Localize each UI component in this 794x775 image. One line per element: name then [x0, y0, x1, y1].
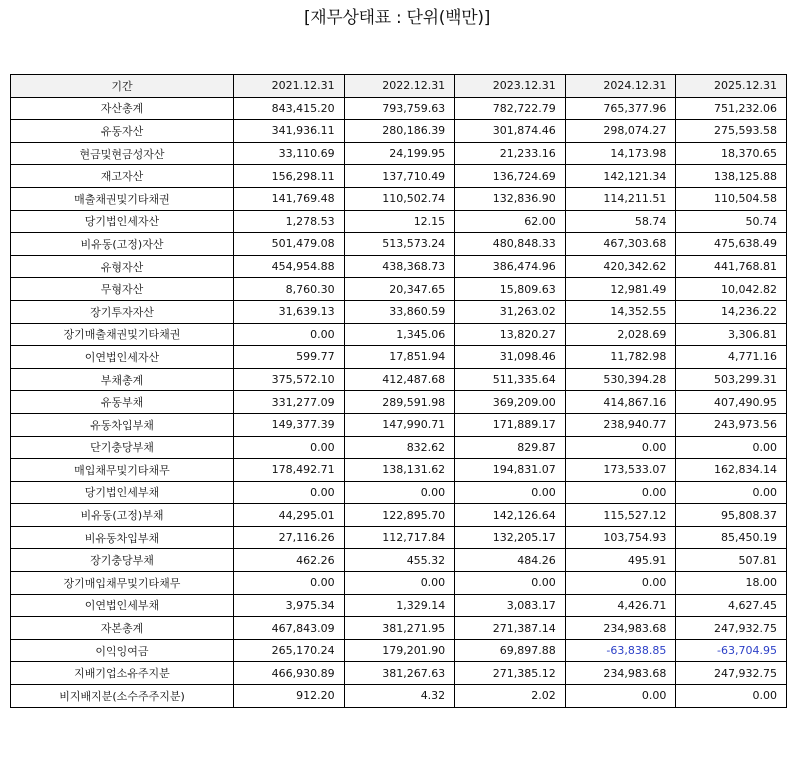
row-value-cell: 765,377.96: [565, 97, 676, 120]
row-value-cell: 507.81: [676, 549, 787, 572]
row-value-cell: 14,352.55: [565, 300, 676, 323]
row-value-cell: 142,121.34: [565, 165, 676, 188]
header-period-2022: 2022.12.31: [344, 75, 455, 98]
row-value-cell: 4,771.16: [676, 346, 787, 369]
row-value-cell: 173,533.07: [565, 459, 676, 482]
row-value-cell: 511,335.64: [455, 368, 566, 391]
table-row: [11, 278, 787, 301]
row-value-cell: 341,936.11: [234, 120, 345, 143]
table-row: [11, 97, 787, 120]
row-value-cell: 17,851.94: [344, 346, 455, 369]
row-value-cell: 1,278.53: [234, 210, 345, 233]
row-value-cell: 115,527.12: [565, 504, 676, 527]
row-label: 자본총계: [11, 617, 234, 640]
row-value-cell: 3,083.17: [455, 594, 566, 617]
row-value-cell: 12.15: [344, 210, 455, 233]
row-value-cell: 381,267.63: [344, 662, 455, 685]
table-row: [11, 481, 787, 504]
row-value-cell: 238,940.77: [565, 413, 676, 436]
row-value-cell: 110,502.74: [344, 187, 455, 210]
row-value-cell: 24,199.95: [344, 142, 455, 165]
row-value-cell: 114,211.51: [565, 187, 676, 210]
row-label: 이연법인세부채: [11, 594, 234, 617]
row-value-cell: 331,277.09: [234, 391, 345, 414]
row-label: 장기충당부채: [11, 549, 234, 572]
row-value-cell: 0.00: [234, 481, 345, 504]
row-value-cell: 4,627.45: [676, 594, 787, 617]
row-label: 유동부채: [11, 391, 234, 414]
row-value-cell: 44,295.01: [234, 504, 345, 527]
row-value-cell: 247,932.75: [676, 662, 787, 685]
row-value-cell: 438,368.73: [344, 255, 455, 278]
row-value-cell: 0.00: [676, 481, 787, 504]
row-label: 이연법인세자산: [11, 346, 234, 369]
row-value-cell: 142,126.64: [455, 504, 566, 527]
row-value-cell: 178,492.71: [234, 459, 345, 482]
row-label: 재고자산: [11, 165, 234, 188]
row-value-cell: 14,236.22: [676, 300, 787, 323]
row-value-cell: 0.00: [676, 685, 787, 708]
row-value-cell: 0.00: [234, 436, 345, 459]
row-value-cell: 31,639.13: [234, 300, 345, 323]
row-value-cell: 132,836.90: [455, 187, 566, 210]
row-value-cell: 247,932.75: [676, 617, 787, 640]
row-label: 매출채권및기타채권: [11, 187, 234, 210]
row-value-cell: 141,769.48: [234, 187, 345, 210]
row-value-cell: 0.00: [344, 572, 455, 595]
row-value-cell: 265,170.24: [234, 639, 345, 662]
row-value-cell: 484.26: [455, 549, 566, 572]
row-value-cell: 420,342.62: [565, 255, 676, 278]
table-row: [11, 639, 787, 662]
page-title: [재무상태표 : 단위(백만)]: [303, 8, 491, 28]
row-value-cell: 1,329.14: [344, 594, 455, 617]
row-value-cell: 132,205.17: [455, 526, 566, 549]
row-label: 현금및현금성자산: [11, 142, 234, 165]
row-value-cell: 0.00: [455, 481, 566, 504]
row-value-cell: 0.00: [234, 572, 345, 595]
row-value-cell: 0.00: [234, 323, 345, 346]
row-value-cell: 3,306.81: [676, 323, 787, 346]
row-value-cell: 69,897.88: [455, 639, 566, 662]
row-value-cell: 298,074.27: [565, 120, 676, 143]
row-value-cell: 13,820.27: [455, 323, 566, 346]
row-label: 비유동(고정)부채: [11, 504, 234, 527]
table-row: [11, 526, 787, 549]
row-value-cell: 275,593.58: [676, 120, 787, 143]
row-value-cell: 4,426.71: [565, 594, 676, 617]
row-value-cell: 530,394.28: [565, 368, 676, 391]
row-value-cell: 454,954.88: [234, 255, 345, 278]
table-body: [11, 97, 787, 707]
row-value-cell: 31,098.46: [455, 346, 566, 369]
row-value-cell: 2,028.69: [565, 323, 676, 346]
row-value-cell: 751,232.06: [676, 97, 787, 120]
row-value-cell: 495.91: [565, 549, 676, 572]
row-value-cell: 11,782.98: [565, 346, 676, 369]
row-value-cell: 4.32: [344, 685, 455, 708]
row-value-cell: 136,724.69: [455, 165, 566, 188]
row-value-cell: 513,573.24: [344, 233, 455, 256]
row-value-cell: 0.00: [565, 481, 676, 504]
row-value-cell: 467,843.09: [234, 617, 345, 640]
table-row: [11, 346, 787, 369]
row-label: 유동차입부채: [11, 413, 234, 436]
row-value-cell: 829.87: [455, 436, 566, 459]
row-value-cell: -63,838.85: [565, 639, 676, 662]
row-value-cell: 10,042.82: [676, 278, 787, 301]
row-label: 장기매입채무및기타채무: [11, 572, 234, 595]
row-value-cell: 793,759.63: [344, 97, 455, 120]
row-value-cell: 179,201.90: [344, 639, 455, 662]
row-label: 유동자산: [11, 120, 234, 143]
row-value-cell: 0.00: [676, 436, 787, 459]
row-value-cell: 95,808.37: [676, 504, 787, 527]
row-label: 비지배지분(소수주주지분): [11, 685, 234, 708]
row-value-cell: 50.74: [676, 210, 787, 233]
header-period-2025: 2025.12.31: [676, 75, 787, 98]
row-value-cell: 171,889.17: [455, 413, 566, 436]
row-value-cell: 2.02: [455, 685, 566, 708]
row-value-cell: 103,754.93: [565, 526, 676, 549]
row-value-cell: 412,487.68: [344, 368, 455, 391]
row-value-cell: 21,233.16: [455, 142, 566, 165]
row-label: 비유동차입부채: [11, 526, 234, 549]
row-value-cell: 503,299.31: [676, 368, 787, 391]
row-value-cell: 14,173.98: [565, 142, 676, 165]
row-value-cell: 138,125.88: [676, 165, 787, 188]
row-value-cell: 85,450.19: [676, 526, 787, 549]
row-label: 장기매출채권및기타채권: [11, 323, 234, 346]
row-value-cell: 122,895.70: [344, 504, 455, 527]
header-period-2024: 2024.12.31: [565, 75, 676, 98]
table-row: [11, 142, 787, 165]
row-value-cell: 156,298.11: [234, 165, 345, 188]
row-label: 단기충당부채: [11, 436, 234, 459]
row-value-cell: 234,983.68: [565, 617, 676, 640]
row-value-cell: 441,768.81: [676, 255, 787, 278]
row-value-cell: 467,303.68: [565, 233, 676, 256]
row-value-cell: 112,717.84: [344, 526, 455, 549]
row-label: 비유동(고정)자산: [11, 233, 234, 256]
header-period-label: 기간: [11, 75, 234, 98]
row-value-cell: 912.20: [234, 685, 345, 708]
row-value-cell: 0.00: [565, 572, 676, 595]
row-value-cell: 832.62: [344, 436, 455, 459]
row-value-cell: 137,710.49: [344, 165, 455, 188]
table-row: [11, 300, 787, 323]
row-value-cell: 12,981.49: [565, 278, 676, 301]
row-value-cell: 243,973.56: [676, 413, 787, 436]
row-value-cell: 194,831.07: [455, 459, 566, 482]
header-period-2023: 2023.12.31: [455, 75, 566, 98]
table-row: [11, 572, 787, 595]
row-value-cell: 18,370.65: [676, 142, 787, 165]
table-row: [11, 685, 787, 708]
row-value-cell: 18.00: [676, 572, 787, 595]
table-row: [11, 255, 787, 278]
row-value-cell: 0.00: [344, 481, 455, 504]
row-value-cell: 462.26: [234, 549, 345, 572]
row-label: 부채총계: [11, 368, 234, 391]
table-row: [11, 187, 787, 210]
table-row: [11, 413, 787, 436]
table-row: [11, 323, 787, 346]
financial-statement-table: [10, 74, 787, 708]
row-value-cell: 234,983.68: [565, 662, 676, 685]
table-row: [11, 368, 787, 391]
row-value-cell: 33,860.59: [344, 300, 455, 323]
row-label: 매입채무및기타채무: [11, 459, 234, 482]
row-value-cell: 599.77: [234, 346, 345, 369]
row-value-cell: 369,209.00: [455, 391, 566, 414]
row-value-cell: 0.00: [455, 572, 566, 595]
header-period-2021: 2021.12.31: [234, 75, 345, 98]
row-value-cell: 33,110.69: [234, 142, 345, 165]
table-row: [11, 120, 787, 143]
table-row: [11, 165, 787, 188]
row-value-cell: 301,874.46: [455, 120, 566, 143]
table-row: [11, 459, 787, 482]
row-value-cell: 480,848.33: [455, 233, 566, 256]
row-value-cell: 62.00: [455, 210, 566, 233]
row-label: 유형자산: [11, 255, 234, 278]
row-value-cell: 271,385.12: [455, 662, 566, 685]
row-value-cell: 386,474.96: [455, 255, 566, 278]
table-row: [11, 436, 787, 459]
row-value-cell: 455.32: [344, 549, 455, 572]
row-value-cell: -63,704.95: [676, 639, 787, 662]
row-value-cell: 110,504.58: [676, 187, 787, 210]
row-value-cell: 271,387.14: [455, 617, 566, 640]
row-value-cell: 475,638.49: [676, 233, 787, 256]
row-value-cell: 20,347.65: [344, 278, 455, 301]
row-label: 당기법인세자산: [11, 210, 234, 233]
row-value-cell: 501,479.08: [234, 233, 345, 256]
table-row: [11, 594, 787, 617]
row-label: 이익잉여금: [11, 639, 234, 662]
row-value-cell: 280,186.39: [344, 120, 455, 143]
row-value-cell: 8,760.30: [234, 278, 345, 301]
row-value-cell: 27,116.26: [234, 526, 345, 549]
row-value-cell: 843,415.20: [234, 97, 345, 120]
row-value-cell: 138,131.62: [344, 459, 455, 482]
row-value-cell: 381,271.95: [344, 617, 455, 640]
table-row: [11, 504, 787, 527]
row-value-cell: 407,490.95: [676, 391, 787, 414]
table-header-row: [11, 75, 787, 98]
table-row: [11, 549, 787, 572]
row-label: 무형자산: [11, 278, 234, 301]
table-row: [11, 391, 787, 414]
row-value-cell: 0.00: [565, 685, 676, 708]
row-value-cell: 149,377.39: [234, 413, 345, 436]
row-label: 당기법인세부채: [11, 481, 234, 504]
table-row: [11, 210, 787, 233]
row-value-cell: 466,930.89: [234, 662, 345, 685]
row-value-cell: 375,572.10: [234, 368, 345, 391]
row-value-cell: 31,263.02: [455, 300, 566, 323]
table-row: [11, 662, 787, 685]
row-value-cell: 0.00: [565, 436, 676, 459]
row-value-cell: 147,990.71: [344, 413, 455, 436]
row-label: 자산총계: [11, 97, 234, 120]
row-value-cell: 162,834.14: [676, 459, 787, 482]
row-value-cell: 1,345.06: [344, 323, 455, 346]
row-value-cell: 15,809.63: [455, 278, 566, 301]
row-label: 장기투자자산: [11, 300, 234, 323]
row-value-cell: 782,722.79: [455, 97, 566, 120]
row-label: 지배기업소유주지분: [11, 662, 234, 685]
row-value-cell: 289,591.98: [344, 391, 455, 414]
row-value-cell: 58.74: [565, 210, 676, 233]
table-row: [11, 233, 787, 256]
table-row: [11, 617, 787, 640]
row-value-cell: 3,975.34: [234, 594, 345, 617]
row-value-cell: 414,867.16: [565, 391, 676, 414]
